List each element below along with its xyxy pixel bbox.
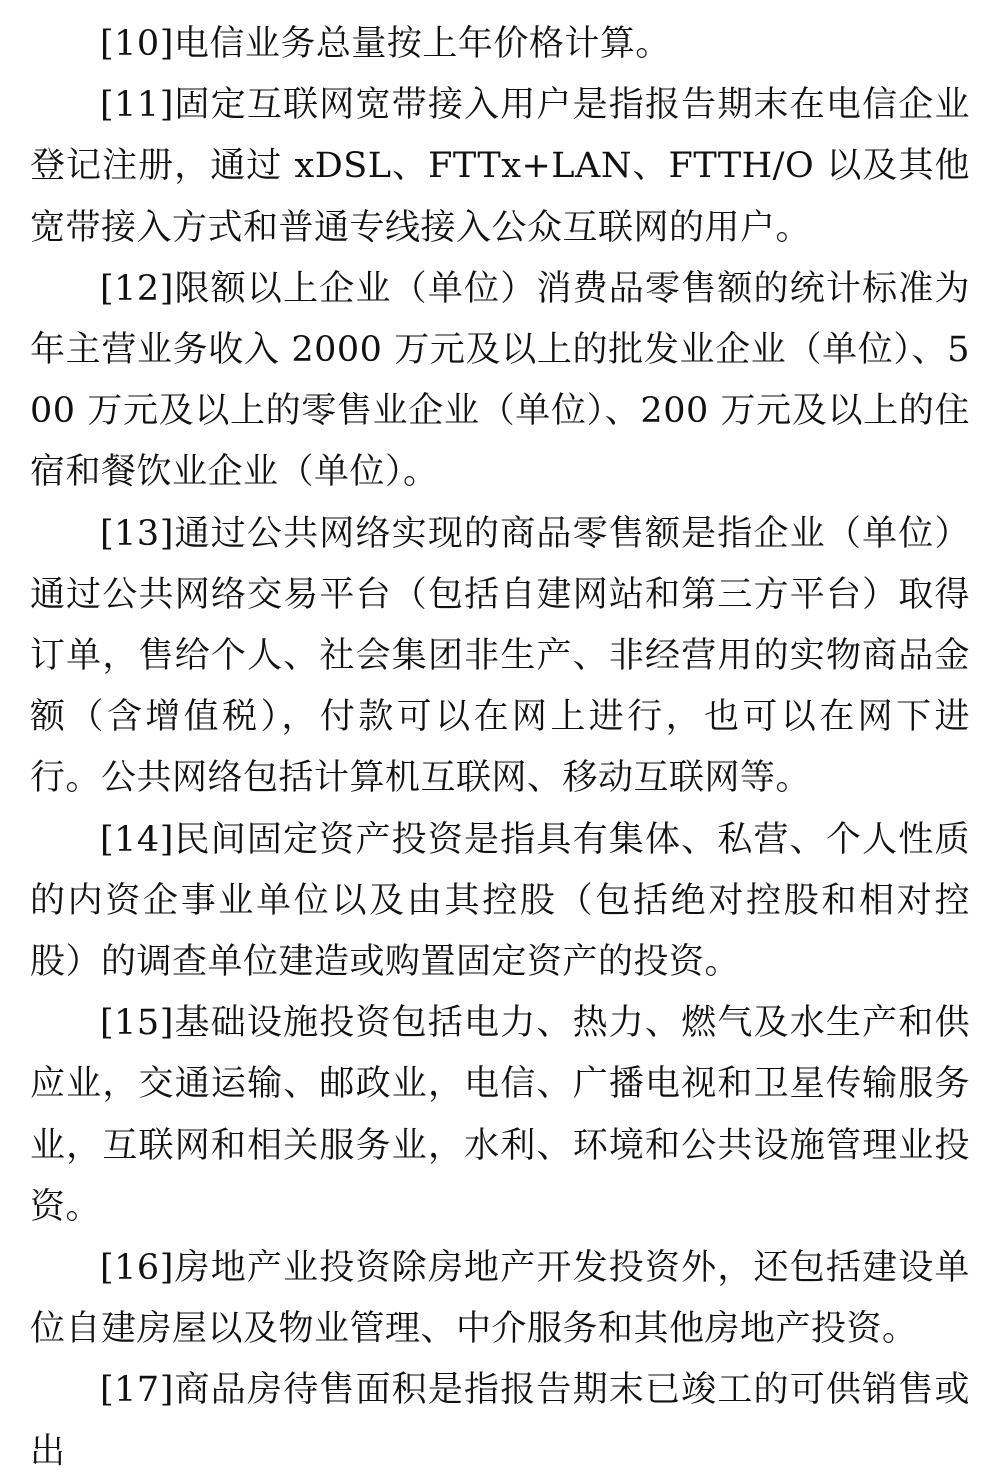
notes-section <box>30 14 970 1483</box>
note-13: [13]通过公共网络实现的商品零售额是指企业（单位）通过公共网络交易平台（包括自建网站和第三方平台）取得订单，售给个人、社会集团非生产、非经营用的实物商品金额（含增值税），付款可以在网上进行，也可以在网下进行。公共网络包括计算机互联网、移动互联网等。 <box>30 513 970 799</box>
note-14: [14]民间固定资产投资是指具有集体、私营、个人性质的内资企事业单位以及由其控股（包括绝对控股和相对控股）的调查单位建造或购置固定资产的投资。 <box>30 819 970 983</box>
note-10: [10]电信业务总量按上年价格计算。 <box>100 24 671 64</box>
note-17: [17]商品房待售面积是指报告期末已竣工的可供销售或出 <box>30 1370 970 1472</box>
note-11: [11]固定互联网宽带接入用户是指报告期末在电信企业登记注册，通过 xDSL、FTTx+LAN、FTTH/O 以及其他宽带接入方式和普通专线接入公众互联网的用户。 <box>30 85 970 248</box>
note-12: [12]限额以上企业（单位）消费品零售额的统计标准为年主营业务收入 2000 万元及以上的批发业企业（单位）、500 万元及以上的零售业企业（单位）、200 万元及以上的住宿和餐饮业企业（单位）。 <box>30 268 970 493</box>
note-15: [15]基础设施投资包括电力、热力、燃气及水生产和供应业，交通运输、邮政业，电信、广播电视和卫星传输服务业，互联网和相关服务业，水利、环境和公共设施管理业投资。 <box>30 1003 970 1227</box>
note-16: [16]房地产业投资除房地产开发投资外，还包括建设单位自建房屋以及物业管理、中介服务和其他房地产投资。 <box>30 1248 970 1350</box>
